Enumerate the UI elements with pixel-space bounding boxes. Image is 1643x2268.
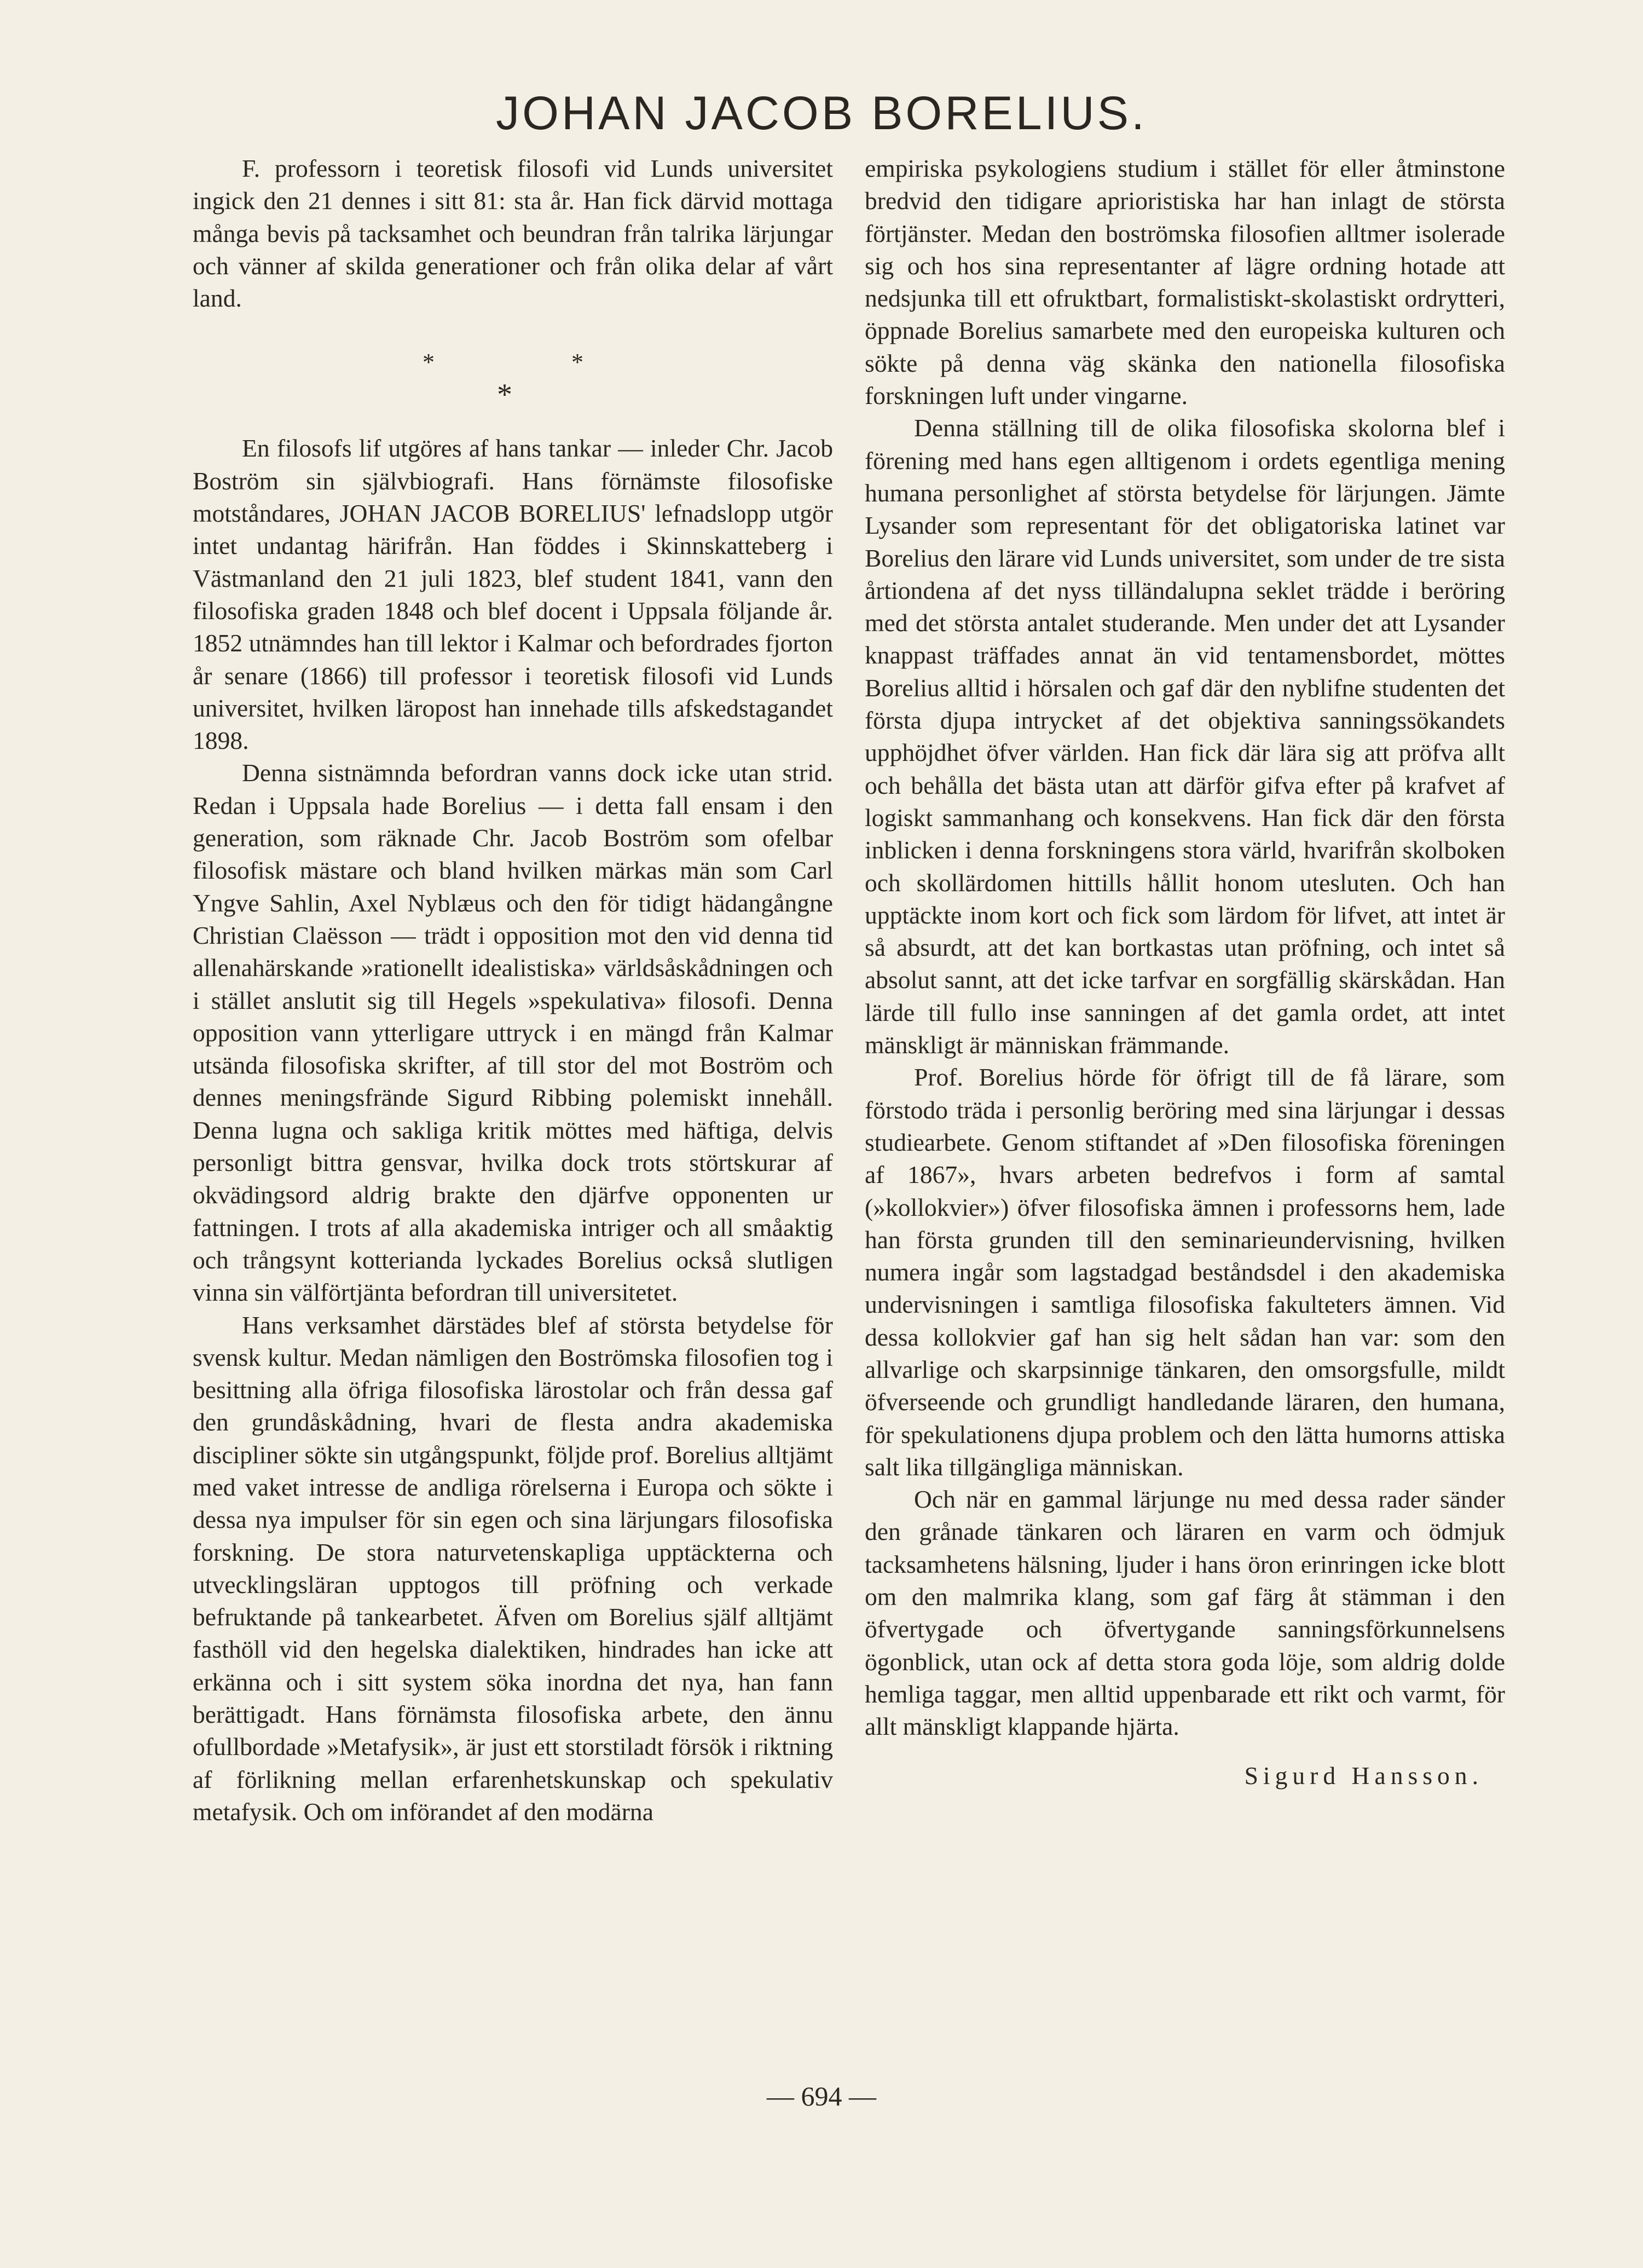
separator-star: *	[423, 349, 435, 376]
body-paragraph: En filosofs lif utgöres af hans tankar — inleder Chr. Jacob Boström sin självbiografi. Hans förnämste filosofiske motståndares, JOHAN JACOB BORELIUS' lefnadslopp utgör intet undantag härifrån. Han föddes i Skinnskatteberg i Västmanland den 21 juli 1823, blef student 1841, vann den filosofiska graden 1848 och blef docent i Uppsala följande år. 1852 utnämndes han till lektor i Kalmar och befordrades fjorton år senare (1866) till professor i teoretisk filosofi vid Lunds universitet, hvilken läropost han innehade tills afskedstagandet 1898.	[193, 434, 833, 755]
body-paragraph: Denna ställning till de olika filosofiska skolorna blef i förening med hans egen alltigenom i ordets egentliga mening humana personlighet af största betydelse för lärjungen. Jämte Lysander som representant för det obligatoriska latinet var Borelius den lärare vid Lunds universitet, som under de tre sista årtiondena af det nyss tilländalupna seklet trädde i beröring med det största antalet studerande. Men under det att Lysander knappast träffades annat än vid tentamensbordet, möttes Borelius alltid i hörsalen och gaf där den nyblifne studenten det första djupa intrycket af det objektiva sanningssökandets upphöjdhet öfver världen. Han fick där lära sig att pröfva allt och behålla det bästa utan att därför gifva efter på krafvet af logiskt sammanhang och konsekvens. Han fick där den första inblicken i denna forskningens stora värld, hvarifrån skolboken och skollärdomen hittills hållit honom utesluten. Och han upptäckte inom kort och fick som lärdom för lifvet, att intet är så absurdt, att det kan bortkastas utan pröfning, och intet så absolut sannt, att det icke tarfvar en sorgfällig skärskådan. Han lärde till fullo inse sanningen af det gamla ordet, att intet mänskligt är människan främmande.	[865, 414, 1505, 1059]
intro-paragraph: F. professorn i teoretisk filosofi vid Lunds universitet ingick den 21 dennes i sitt 81: sta år. Han fick därvid mottaga många bevis på tacksamhet och beundran från talrika lärjungar och vänner af skilda generationer och från olika delar af vårt land.	[193, 154, 833, 313]
separator-star: *	[571, 349, 583, 376]
body-paragraph: Prof. Borelius hörde för öfrigt till de få lärare, som förstodo träda i personlig beröring med sina lärjungar i dessas studiearbete. Genom stiftandet af »Den filosofiska föreningen af 1867», hvars arbeten bedrefvos i form af samtal (»kollokvier») öfver filosofiska ämnen i professorns hem, lade han första grunden till den seminarieundervisning, hvilken numera ingår som lagstadgad beståndsdel i den akademiska undervisningen i samtliga filosofiska fakulteters ämnen. Vid dessa kollokvier gaf han sig helt sådan han var: som den allvarlige och skarpsinnige tänkaren, den omsorgsfulle, mildt öfverseende och grundligt handledande läraren, den humana, för spekulationens djupa problem och den lätta humorns attiska salt lika tillgängliga människan.	[865, 1063, 1505, 1481]
separator-star: *	[497, 378, 512, 412]
body-paragraph: empiriska psykologiens studium i stället för eller åtminstone bredvid den tidigare aprioristiska har han inlagt de största förtjänster. Medan den boströmska filosofien alltmer isolerade sig och hos sina representanter af lägre ordning hotade att nedsjunka till ett ofruktbart, formalistiskt-skolastiskt ordrytteri, öppnade Borelius samarbete med den europeiska kulturen och sökte på denna väg skänka den nationella filosofiska forskningen luft under vingarne.	[865, 154, 1505, 410]
article-title: JOHAN JACOB BORELIUS.	[496, 87, 1147, 140]
section-separator	[193, 314, 833, 432]
body-paragraph: Denna sistnämnda befordran vanns dock icke utan strid. Redan i Uppsala hade Borelius — i detta fall ensam i den generation, som räknade Chr. Jacob Boström som ofelbar filosofisk mästare och bland hvilken märkas män som Carl Yngve Sahlin, Axel Nyblæus och den för tidigt hädangångne Christian Claësson — trädt i opposition mot den vid denna tid allenahärskande »rationellt idealistiska» världsåskådningen och i stället anslutit sig till Hegels »spekulativa» filosofi. Denna opposition vann ytterligare uttryck i en mängd från Kalmar utsända filosofiska skrifter, af till stor del mot Boström och dennes meningsfrände Sigurd Ribbing polemiskt innehåll. Denna lugna och sakliga kritik möttes med häftiga, delvis personligt bittra gensvar, hvilka dock trots störtskurar af okvädingsord aldrig brakte den djärfve opponenten ur fattningen. I trots af alla akademiska intriger och all småaktig och trångsynt kotterianda lyckades Borelius också slutligen vinna sin välförtjänta befordran till universitetet.	[193, 759, 833, 1307]
body-paragraph: Och när en gammal lärjunge nu med dessa rader sänder den grånade tänkaren och läraren en varm och ödmjuk tacksamhetens hälsning, ljuder i hans öron erinringen icke blott om den malmrika klang, som gaf färg åt stämman i den öfvertygade och öfvertygande sanningsförkunnelsens ögonblick, utan ock af detta stora goda löje, som aldrig dolde hemliga taggar, men alltid uppenbarade ett rikt och varmt, för allt mänskligt klappande hjärta.	[865, 1485, 1505, 1741]
author-signature: Sigurd Hansson.	[1244, 1761, 1483, 1790]
body-paragraph: Hans verksamhet därstädes blef af största betydelse för svensk kultur. Medan nämligen den Boströmska filosofien tog i besittning alla öfriga filosofiska lärostolar och från dessa gaf den grundåskådning, hvari de flesta andra akademiska discipliner sökte sin utgångspunkt, följde prof. Borelius alltjämt med vaket intresse de andliga rörelserna i Europa och sökte i dessa nya impulser för sin egen och sina lärjungars filosofiska forskning. De stora naturvetenskapliga upptäckterna och utvecklingsläran upptogos till pröfning och verkade befruktande på tankearbetet. Äfven om Borelius själf alltjämt fasthöll vid den hegelska dialektiken, hindrades han icke att erkänna och i sitt system söka inordna det nya, han fann berättigadt. Hans förnämsta filosofiska arbete, den ännu ofullbordade »Metafysik», är just ett storstiladt försök i riktning af förlikning mellan erfarenhetskunskap och spekulativ metafysik. Och om införandet af den modärna	[193, 1311, 833, 1826]
right-column	[865, 152, 1505, 1792]
page-number: — 694 —	[767, 2081, 876, 2111]
left-column	[193, 152, 833, 1828]
